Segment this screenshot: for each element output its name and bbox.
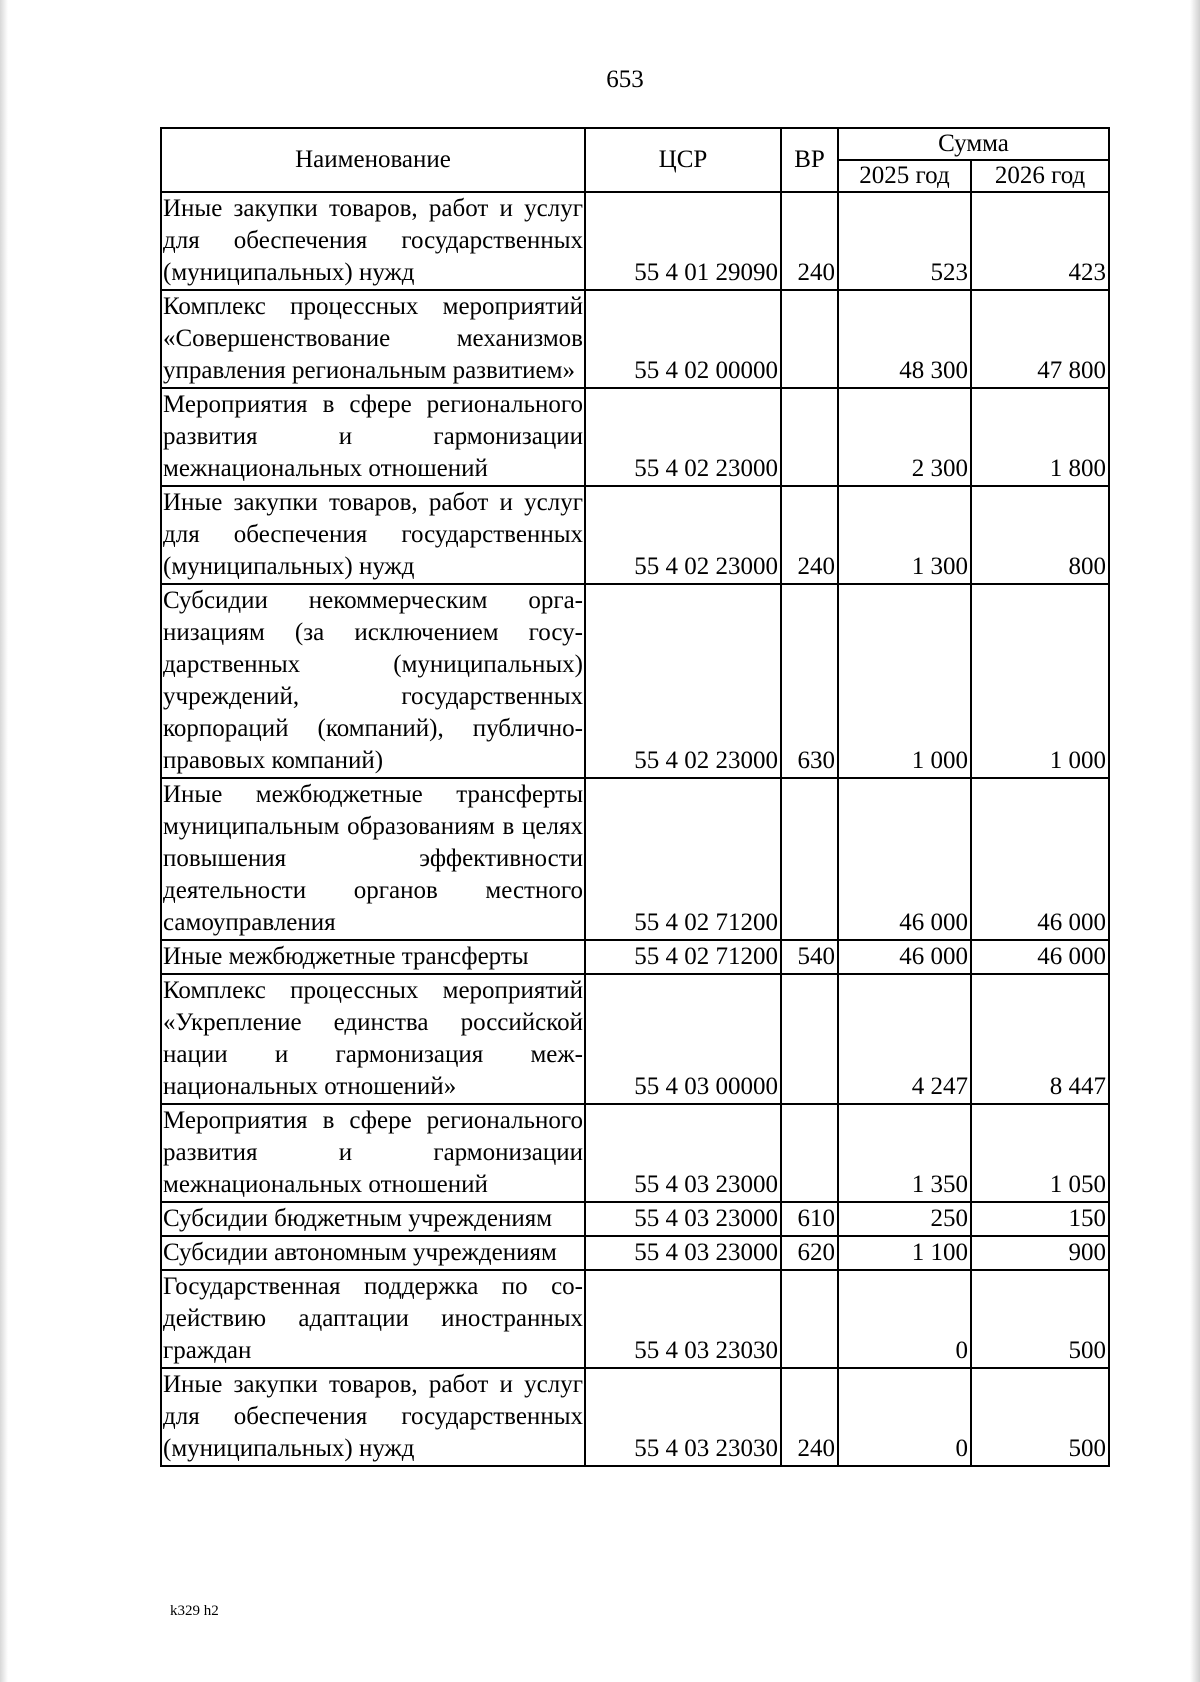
header-csr: ЦСР [585,128,781,192]
row-vr-cell: 540 [781,940,838,974]
row-amount-2025-cell: 46 000 [838,778,971,940]
row-csr-cell: 55 4 03 23000 [585,1202,781,1236]
row-amount-2025-cell: 250 [838,1202,971,1236]
row-amount-2026-cell: 900 [971,1236,1109,1270]
table-row [161,192,1109,290]
row-name-cell: Иные закупки товаров, работ и услуг для обеспечения государственных (муниципальных) нужд [161,486,585,584]
page-number: 653 [606,66,644,93]
row-amount-2025-cell: 1 100 [838,1236,971,1270]
row-vr-cell: 240 [781,1368,838,1466]
table-row [161,388,1109,486]
header-sum: Сумма [838,128,1109,160]
row-vr-cell [781,974,838,1104]
row-amount-2025-cell: 0 [838,1270,971,1368]
row-amount-2025-cell: 48 300 [838,290,971,388]
row-vr-cell [781,388,838,486]
row-name-cell: Субсидии автономным учреждениям [161,1236,585,1270]
row-amount-2025-cell: 523 [838,192,971,290]
table-row [161,1104,1109,1202]
row-csr-cell: 55 4 03 23030 [585,1368,781,1466]
row-vr-cell: 610 [781,1202,838,1236]
row-csr-cell: 55 4 02 00000 [585,290,781,388]
row-amount-2026-cell: 47 800 [971,290,1109,388]
row-amount-2025-cell: 2 300 [838,388,971,486]
footer-code: k329 h2 [170,1603,219,1619]
row-vr-cell [781,778,838,940]
scan-edge-right [1190,0,1200,1682]
row-name-cell: Комплекс процессных мероприятий «Совершенствование механизмов управления региональным развитием» [161,290,585,388]
row-vr-cell: 630 [781,584,838,778]
table-row [161,1236,1109,1270]
row-csr-cell: 55 4 03 23000 [585,1104,781,1202]
row-amount-2026-cell: 500 [971,1270,1109,1368]
row-amount-2025-cell: 1 350 [838,1104,971,1202]
row-name-cell: Мероприятия в сфере регионального развития и гармонизации межнациональных отношений [161,388,585,486]
row-name-cell: Комплекс процессных мероприятий «Укрепление единства российской нации и гармонизация межнациональных отношений» [161,974,585,1104]
header-name: Наименование [161,128,585,192]
header-year-2026: 2026 год [971,160,1109,192]
row-csr-cell: 55 4 03 23030 [585,1270,781,1368]
table-row [161,486,1109,584]
table-row [161,1270,1109,1368]
header-vr: ВР [781,128,838,192]
table-row [161,1368,1109,1466]
row-vr-cell [781,290,838,388]
budget-table [160,127,1110,1467]
row-name-cell: Мероприятия в сфере регионального развития и гармонизации межнациональных отношений [161,1104,585,1202]
header-year-2025: 2025 год [838,160,971,192]
row-amount-2026-cell: 423 [971,192,1109,290]
row-amount-2026-cell: 150 [971,1202,1109,1236]
table-row [161,940,1109,974]
row-csr-cell: 55 4 02 23000 [585,584,781,778]
row-amount-2025-cell: 4 247 [838,974,971,1104]
table-row [161,974,1109,1104]
row-csr-cell: 55 4 02 23000 [585,486,781,584]
row-name-cell: Субсидии некоммерческим организациям (за исключением государственных (муниципальных) учреждений, государственных корпораций (компаний), публично-правовых компаний) [161,584,585,778]
row-amount-2025-cell: 1 000 [838,584,971,778]
table-row [161,290,1109,388]
row-amount-2026-cell: 46 000 [971,940,1109,974]
row-vr-cell: 240 [781,486,838,584]
row-amount-2026-cell: 500 [971,1368,1109,1466]
row-csr-cell: 55 4 01 29090 [585,192,781,290]
row-amount-2026-cell: 46 000 [971,778,1109,940]
row-name-cell: Государственная поддержка по содействию адаптации иностранных граждан [161,1270,585,1368]
row-name-cell: Субсидии бюджетным учреждениям [161,1202,585,1236]
row-amount-2025-cell: 0 [838,1368,971,1466]
table-row [161,584,1109,778]
row-name-cell: Иные межбюджетные трансферты муниципальным образованиям в целях повышения эффективности деятельности органов местного самоуправления [161,778,585,940]
row-amount-2026-cell: 1 800 [971,388,1109,486]
table-row [161,778,1109,940]
table-body [161,192,1109,1466]
row-name-cell: Иные закупки товаров, работ и услуг для обеспечения государственных (муниципальных) нужд [161,1368,585,1466]
row-amount-2025-cell: 1 300 [838,486,971,584]
row-csr-cell: 55 4 02 23000 [585,388,781,486]
table-header [161,128,1109,192]
row-name-cell: Иные межбюджетные трансферты [161,940,585,974]
row-csr-cell: 55 4 02 71200 [585,778,781,940]
row-csr-cell: 55 4 02 71200 [585,940,781,974]
row-vr-cell: 620 [781,1236,838,1270]
row-vr-cell [781,1270,838,1368]
table-row [161,1202,1109,1236]
row-vr-cell [781,1104,838,1202]
row-vr-cell: 240 [781,192,838,290]
scan-edge-left [0,0,8,1682]
row-amount-2026-cell: 1 000 [971,584,1109,778]
row-amount-2026-cell: 800 [971,486,1109,584]
row-amount-2026-cell: 1 050 [971,1104,1109,1202]
row-name-cell: Иные закупки товаров, работ и услуг для обеспечения государственных (муниципальных) нужд [161,192,585,290]
row-csr-cell: 55 4 03 23000 [585,1236,781,1270]
row-amount-2025-cell: 46 000 [838,940,971,974]
row-csr-cell: 55 4 03 00000 [585,974,781,1104]
row-amount-2026-cell: 8 447 [971,974,1109,1104]
